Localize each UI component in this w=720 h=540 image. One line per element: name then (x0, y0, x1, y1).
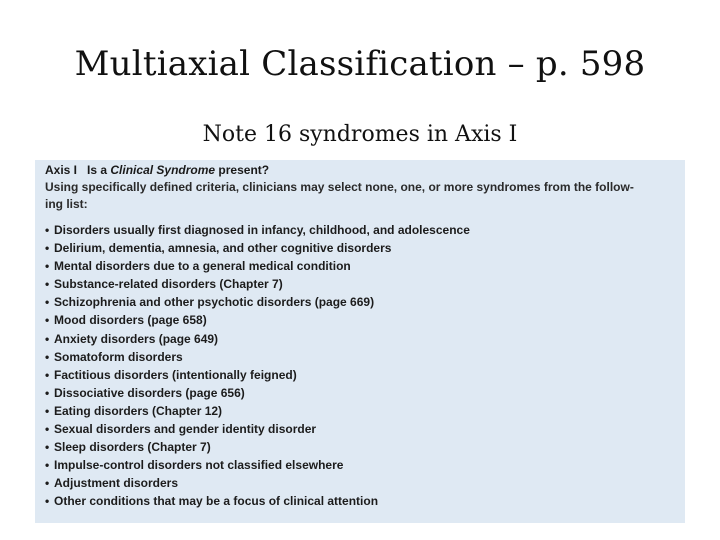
bullet-icon: • (45, 385, 50, 400)
bullet-icon: • (45, 458, 50, 473)
question-emphasis: Clinical Syndrome (110, 163, 216, 177)
syndrome-item (45, 456, 675, 474)
syndrome-item (45, 311, 675, 329)
syndrome-label: Adjustment disorders (54, 476, 179, 491)
bullet-icon: • (45, 259, 50, 274)
syndrome-item (45, 474, 675, 492)
syndrome-label: Eating disorders (Chapter 12) (54, 403, 223, 418)
question-prefix: Is a (87, 163, 111, 177)
syndrome-label: Delirium, dementia, amnesia, and other cognitive disorders (54, 241, 392, 256)
bullet-icon: • (45, 295, 50, 310)
axis-label: Axis I (45, 163, 78, 177)
question-suffix: present? (215, 163, 270, 177)
bullet-icon: • (45, 223, 50, 237)
syndrome-item (45, 221, 675, 239)
syndrome-list (45, 221, 675, 511)
syndrome-item (45, 366, 675, 384)
syndrome-label: Substance-related disorders (Chapter 7) (54, 277, 283, 292)
bullet-icon: • (45, 241, 50, 256)
syndrome-item (45, 330, 675, 348)
bullet-icon: • (45, 349, 50, 364)
syndrome-item (45, 239, 675, 257)
syndrome-label: Schizophrenia and other psychotic disorders (page 669) (54, 295, 375, 310)
syndrome-label: Mental disorders due to a general medical condition (54, 259, 351, 274)
syndrome-label: Mood disorders (page 658) (54, 313, 207, 328)
syndrome-item (45, 384, 675, 402)
syndrome-label: Factitious disorders (intentionally feigned) (54, 367, 297, 382)
syndrome-item (45, 257, 675, 275)
bullet-icon: • (45, 331, 50, 346)
bullet-icon: • (45, 367, 50, 382)
bullet-icon: • (45, 277, 50, 292)
syndrome-label: Anxiety disorders (page 649) (54, 331, 219, 346)
syndrome-item (45, 492, 675, 510)
slide-title: Multiaxial Classification – p. 598 (74, 44, 646, 84)
syndrome-item (45, 348, 675, 366)
syndrome-label: Sleep disorders (Chapter 7) (54, 440, 211, 455)
syndrome-label: Dissociative disorders (page 656) (54, 385, 245, 400)
syndrome-item (45, 420, 675, 438)
bullet-icon: • (45, 476, 50, 491)
syndrome-item (45, 438, 675, 456)
syndrome-item (45, 275, 675, 293)
syndrome-item (45, 293, 675, 311)
syndrome-label: Other conditions that may be a focus of clinical attention (54, 494, 379, 509)
axis-one-figure (35, 160, 685, 523)
syndrome-item (45, 402, 675, 420)
bullet-icon: • (45, 422, 50, 437)
figure-intro-line-1: Using specifically defined criteria, clinicians may select none, one, or more syndromes from the follow- (45, 180, 634, 194)
bullet-icon: • (45, 313, 50, 328)
syndrome-label: Impulse-control disorders not classified elsewhere (54, 458, 344, 473)
slide-subtitle: Note 16 syndromes in Axis I (202, 122, 518, 147)
figure-intro-line-2: ing list: (45, 197, 88, 211)
syndrome-label: Sexual disorders and gender identity disorder (54, 422, 317, 437)
bullet-icon: • (45, 494, 50, 509)
bullet-icon: • (45, 403, 50, 418)
syndrome-label: Disorders usually first diagnosed in infancy, childhood, and adolescence (54, 223, 470, 237)
bullet-icon: • (45, 440, 50, 455)
figure-header (45, 162, 675, 179)
syndrome-label: Somatoform disorders (54, 349, 183, 364)
